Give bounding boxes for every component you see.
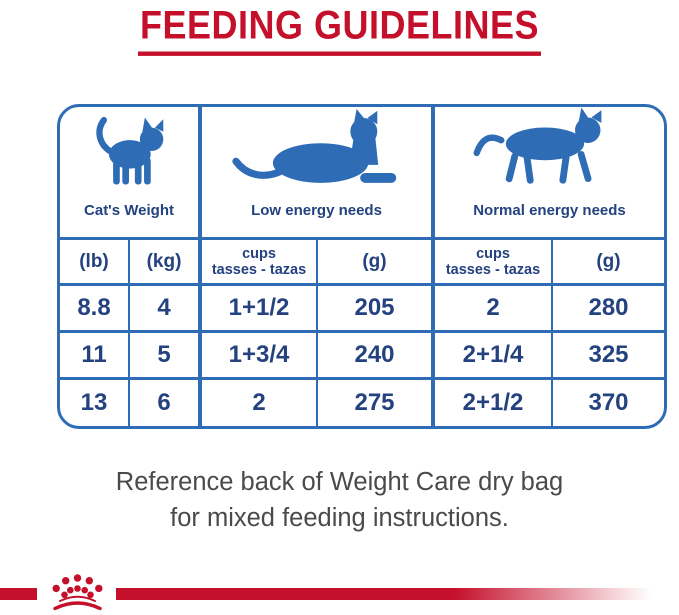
tasses-tazas-label: tasses - tazas	[211, 261, 307, 278]
table-cell-kg: 5	[130, 333, 202, 380]
page-title: FEEDING GUIDELINES	[138, 2, 541, 56]
walking-cat-icon	[472, 104, 627, 193]
table-cell-kg: 4	[130, 286, 202, 333]
table-cell-normal-cups: 2	[435, 286, 553, 333]
table-cell-low-cups: 1+3/4	[202, 333, 318, 380]
subheader-normal-cups	[435, 240, 553, 286]
table-cell-low-grams: 275	[318, 380, 435, 426]
subheader-lb: (lb)	[60, 240, 130, 286]
table-cell-kg: 6	[130, 380, 202, 426]
low-energy-label: Low energy needs	[251, 202, 382, 219]
table-cell-normal-grams: 280	[553, 286, 664, 333]
footer-note-line2: for mixed feeding instructions.	[170, 504, 509, 532]
subheader-kg: (kg)	[130, 240, 202, 286]
cups-label: cups	[242, 245, 276, 262]
table-cell-low-grams: 205	[318, 286, 435, 333]
feeding-table	[57, 104, 667, 429]
table-cell-lb: 11	[60, 333, 130, 380]
subheader-normal-grams: (g)	[553, 240, 664, 286]
subheader-low-cups	[202, 240, 318, 286]
table-cell-low-grams: 240	[318, 333, 435, 380]
normal-energy-label: Normal energy needs	[473, 202, 626, 219]
table-cell-normal-cups: 2+1/4	[435, 333, 553, 380]
title-wrap	[0, 2, 679, 51]
table-cell-lb: 13	[60, 380, 130, 426]
header-normal-energy	[435, 107, 664, 240]
table-cell-low-cups: 2	[202, 380, 318, 426]
table-cell-normal-grams: 370	[588, 389, 629, 416]
table-cell-normal-cups: 2+1/2	[435, 380, 553, 426]
footer-red-bar-left	[0, 588, 37, 600]
cups-label: cups	[476, 245, 510, 262]
table-cell-lb: 8.8	[60, 286, 130, 333]
cats-weight-label: Cat's Weight	[84, 202, 174, 219]
subheader-low-grams: (g)	[318, 240, 435, 286]
standing-cat-icon	[83, 109, 175, 193]
header-low-energy	[202, 107, 435, 240]
header-cats-weight	[60, 107, 202, 240]
table-cell-low-cups: 1+1/2	[202, 286, 318, 333]
footer-note-line1: Reference back of Weight Care dry bag	[115, 468, 564, 496]
table-cell-normal-grams: 325	[553, 333, 664, 380]
tasses-tazas-label: tasses - tazas	[445, 261, 541, 278]
royal-canin-crown-icon	[36, 570, 120, 612]
footer-note	[0, 464, 679, 536]
lying-cat-icon	[227, 107, 407, 193]
footer-red-bar-right	[116, 588, 679, 600]
